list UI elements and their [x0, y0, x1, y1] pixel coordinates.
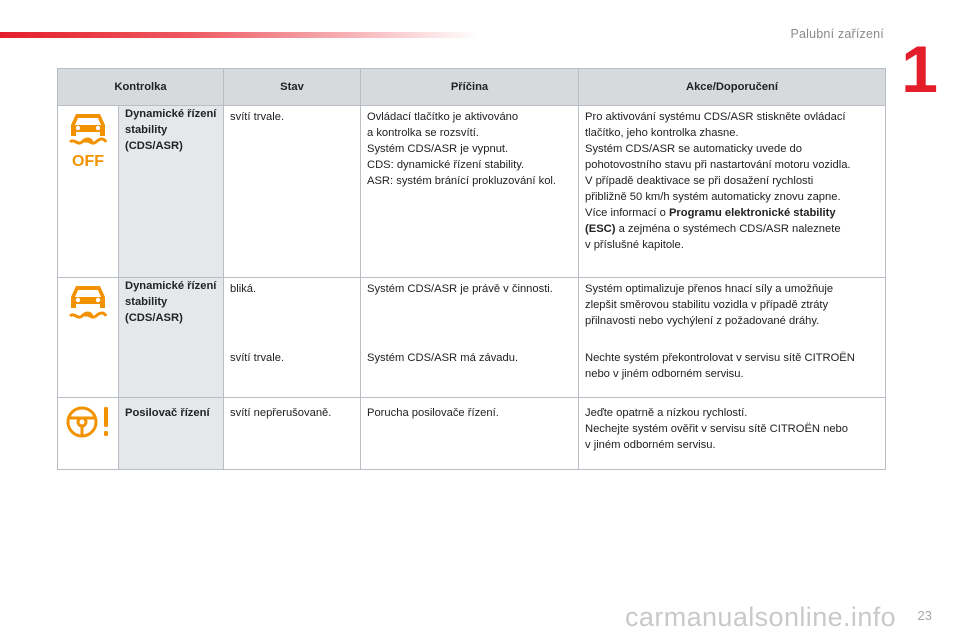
watermark: carmanualsonline.info — [625, 602, 897, 632]
warning-lights-table — [57, 68, 886, 470]
header-pricina: Příčina — [361, 69, 579, 106]
stav-cell: svítí trvale. — [224, 344, 361, 398]
akce-line: Nechte systém překontrolovat v servisu sítě CITROËN — [585, 351, 855, 364]
svg-text:OFF: OFF — [72, 153, 104, 168]
akce-line: přilnavosti nebo vychýlení z požadované dráhy. — [585, 315, 820, 327]
table-row — [58, 398, 886, 470]
akce-line — [585, 221, 879, 237]
akce-line: Pro aktivování systému CDS/ASR stiskněte ovládací — [585, 111, 846, 123]
pricina-line: CDS: dynamické řízení stability. — [367, 159, 525, 171]
akce-line: v jiném odborném servisu. — [585, 439, 716, 451]
pricina-cell: Porucha posilovače řízení. — [361, 398, 579, 470]
icon-cell — [58, 106, 119, 278]
stav-cell: svítí trvale. — [224, 106, 361, 278]
akce-line: zlepšit směrovou stabilitu vozidla v případě ztráty — [585, 299, 829, 311]
icon-cell — [58, 278, 119, 398]
akce-line: Jeďte opatrně a nízkou rychlostí. — [585, 407, 748, 419]
pricina-line: ASR: systém bránící prokluzování kol. — [367, 175, 557, 187]
header-akce: Akce/Doporučení — [579, 69, 886, 106]
akce-line: tlačítko, jeho kontrolka zhasne. — [585, 127, 739, 139]
section-title: Palubní zařízení — [790, 27, 884, 41]
akce-bold: Programu elektronické stability — [668, 207, 836, 219]
pricina-line: Systém CDS/ASR je vypnut. — [367, 143, 509, 155]
table-row — [58, 278, 886, 344]
akce-line: Nechejte systém ověřit v servisu sítě CITROËN nebo — [585, 423, 848, 435]
table-row — [58, 106, 886, 278]
header-stav: Stav — [224, 69, 361, 106]
akce-cell — [579, 106, 886, 278]
name-cell: Dynamické řízení stability (CDS/ASR) — [119, 278, 224, 398]
page-number: 23 — [917, 608, 932, 623]
akce-line: pohotovostního stavu při nastartování motoru vozidla. — [585, 159, 851, 171]
akce-line — [585, 205, 879, 221]
akce-line: v příslušné kapitole. — [585, 239, 684, 251]
akce-text: Více informací o — [585, 207, 669, 219]
pricina-cell — [361, 106, 579, 278]
esp-icon — [66, 282, 110, 331]
name-cell: Posilovač řízení — [119, 398, 224, 470]
akce-bold: (ESC) — [585, 223, 616, 235]
pricina-cell: Systém CDS/ASR má závadu. — [361, 344, 579, 398]
stav-cell: svítí nepřerušovaně. — [224, 398, 361, 470]
akce-cell — [579, 398, 886, 470]
esp-off-icon — [66, 110, 110, 173]
icon-cell — [58, 398, 119, 470]
akce-cell — [579, 344, 886, 398]
power-steering-icon — [64, 402, 112, 447]
akce-line: přibližně 50 km/h systém automaticky znovu zapne. — [585, 191, 841, 203]
stav-cell: bliká. — [224, 278, 361, 344]
akce-text: a zejména o systémech CDS/ASR naleznete — [615, 223, 841, 235]
akce-line: Systém CDS/ASR se automaticky uvede do — [585, 143, 803, 155]
pricina-cell: Systém CDS/ASR je právě v činnosti. — [361, 278, 579, 344]
header-accent-bar — [0, 32, 480, 38]
header-kontrolka: Kontrolka — [58, 69, 224, 106]
akce-line: V případě deaktivace se při dosažení rychlosti — [585, 175, 814, 187]
akce-line: nebo v jiném odborném servisu. — [585, 367, 744, 380]
table-header-row — [58, 69, 886, 106]
chapter-number: 1 — [901, 32, 938, 106]
name-cell: Dynamické řízení stability (CDS/ASR) — [119, 106, 224, 278]
pricina-line: Ovládací tlačítko je aktivováno — [367, 111, 519, 123]
akce-line: Systém optimalizuje přenos hnací síly a umožňuje — [585, 283, 834, 295]
pricina-line: a kontrolka se rozsvítí. — [367, 127, 479, 139]
akce-cell — [579, 278, 886, 344]
